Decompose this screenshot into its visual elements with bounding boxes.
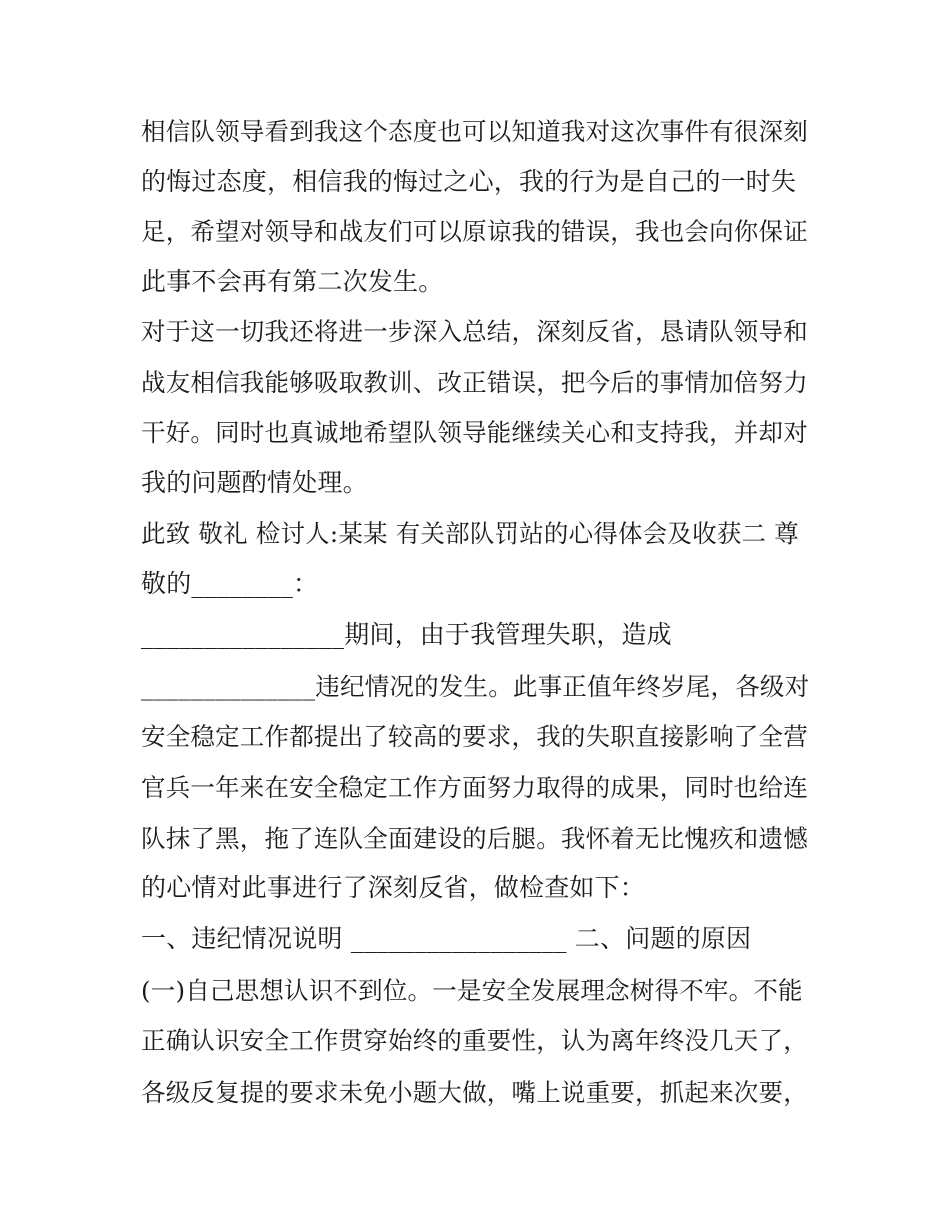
text-line: 的悔过态度，相信我的悔过之心，我的行为是自己的一时失 [141,167,797,196]
text-line: ______________违纪情况的发生。此事正值年终岁尾，各级对 [141,672,810,701]
text-line: 干好。同时也真诚地希望队领导能继续关心和支持我，并却对 [141,418,808,447]
text-line: 队抹了黑，拖了连队全面建设的后腿。我怀着无比愧疚和遗憾 [141,824,808,853]
text-line: 正确认识安全工作贯穿始终的重要性，认为离年终没几天了， [141,1026,808,1055]
text-line: 各级反复提的要求未免小题大做，嘴上说重要，抓起来次要， [141,1078,808,1107]
text-line: 官兵一年来在安全稳定工作方面努力取得的成果，同时也给连 [141,773,808,802]
text-line: 此致 敬礼 检讨人:某某 有关部队罚站的心得体会及收获二 尊 [141,519,799,548]
text-line: 我的问题酌情处理。 [141,468,368,497]
text-line: 敬的________： [141,569,319,598]
text-line: 安全稳定工作都提出了较高的要求，我的失职直接影响了全营 [141,722,808,751]
text-line: 的心情对此事进行了深刻反省，做检查如下： [141,873,646,902]
text-line: 足，希望对领导和战友们可以原谅我的错误，我也会向你保证 [141,217,808,246]
text-line: 对于这一切我还将进一步深入总结，深刻反省，恳请队领导和 [141,317,808,346]
text-line: 战友相信我能够吸取教训、改正错误，把今后的事情加倍努力 [141,368,808,397]
text-line: 一、违纪情况说明 _________________ 二、问题的原因 [141,924,752,953]
text-line: ________________期间，由于我管理失职，造成 [141,620,672,649]
text-line: (一)自己思想认识不到位。一是安全发展理念树得不牢。不能 [141,976,803,1005]
text-line: 相信队领导看到我这个态度也可以知道我对这次事件有很深刻 [141,117,808,146]
text-line: 此事不会再有第二次发生。 [141,267,444,296]
